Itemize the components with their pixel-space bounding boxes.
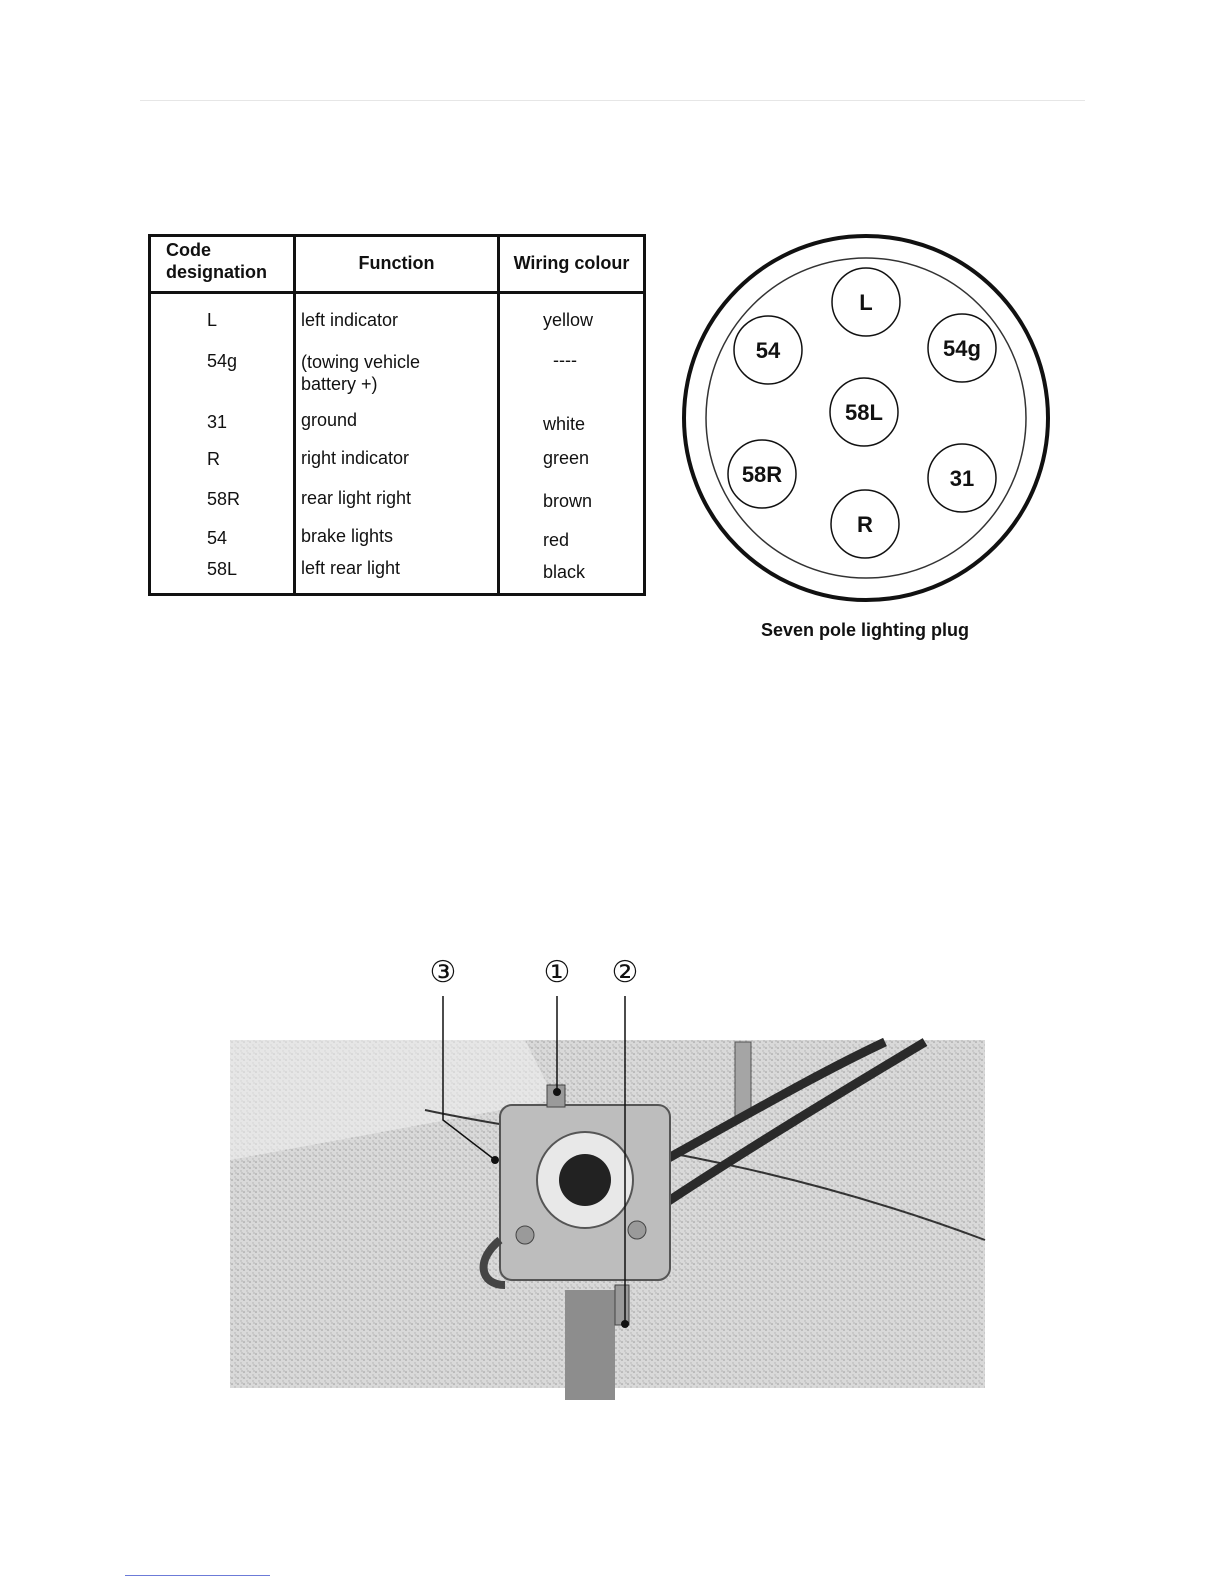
table-row-function: brake lights xyxy=(301,526,394,546)
housing-bolt xyxy=(516,1226,534,1244)
callout-3: ③ xyxy=(429,955,457,990)
post xyxy=(735,1042,751,1117)
wiring-table xyxy=(148,234,646,596)
housing-bolt xyxy=(628,1221,646,1239)
header-wiring-colour: Wiring colour xyxy=(513,253,630,273)
table-row-colour: yellow xyxy=(543,310,594,330)
header-code: Code designation xyxy=(166,240,268,282)
table-row-function: left rear light xyxy=(301,558,401,578)
table-row-code: 58R xyxy=(207,489,241,509)
table-header-divider xyxy=(151,291,643,294)
table-row-code: L xyxy=(207,310,218,330)
callout-1: ① xyxy=(543,955,571,990)
table-row-colour: red xyxy=(543,530,570,550)
table-row-colour: ---- xyxy=(553,350,577,370)
pin-label: 58L xyxy=(845,400,883,425)
pin-label: L xyxy=(859,290,873,315)
coupling-socket xyxy=(559,1154,611,1206)
drawbar-tube xyxy=(565,1290,615,1400)
pin-label: 54 xyxy=(755,338,781,363)
plug-caption: Seven pole lighting plug xyxy=(760,620,969,640)
table-row-colour: green xyxy=(543,448,590,468)
pin-label: 54g xyxy=(943,336,981,361)
table-row-colour: black xyxy=(543,562,586,582)
table-row-colour: brown xyxy=(543,491,593,511)
table-row-function: right indicator xyxy=(301,448,410,468)
footer-link-underline xyxy=(125,1575,270,1576)
callout-1-dot xyxy=(553,1088,561,1096)
callout-2-dot xyxy=(621,1320,629,1328)
table-row-code: 31 xyxy=(207,412,228,432)
table-row-code: R xyxy=(207,449,220,469)
bottom-fitting xyxy=(615,1285,629,1325)
table-row-function: left indicator xyxy=(301,310,399,330)
pin-label: R xyxy=(857,512,873,537)
table-row-code: 58L xyxy=(207,559,238,579)
callout-3-dot xyxy=(491,1156,499,1164)
callout-2: ② xyxy=(611,955,639,990)
table-row-code: 54g xyxy=(207,351,238,371)
table-row-colour: white xyxy=(543,414,586,434)
drawbar-photo xyxy=(225,950,990,1400)
header-rule xyxy=(140,100,1085,101)
seven-pole-plug-diagram xyxy=(680,232,1052,604)
table-row-function: ground xyxy=(301,410,358,430)
table-row-code: 54 xyxy=(207,528,228,548)
table-row-function: (towing vehicle battery +) xyxy=(301,352,421,394)
pin-label: 31 xyxy=(949,466,975,491)
header-function: Function xyxy=(358,253,435,273)
pin-label: 58R xyxy=(741,462,783,487)
table-row-function: rear light right xyxy=(301,488,412,508)
